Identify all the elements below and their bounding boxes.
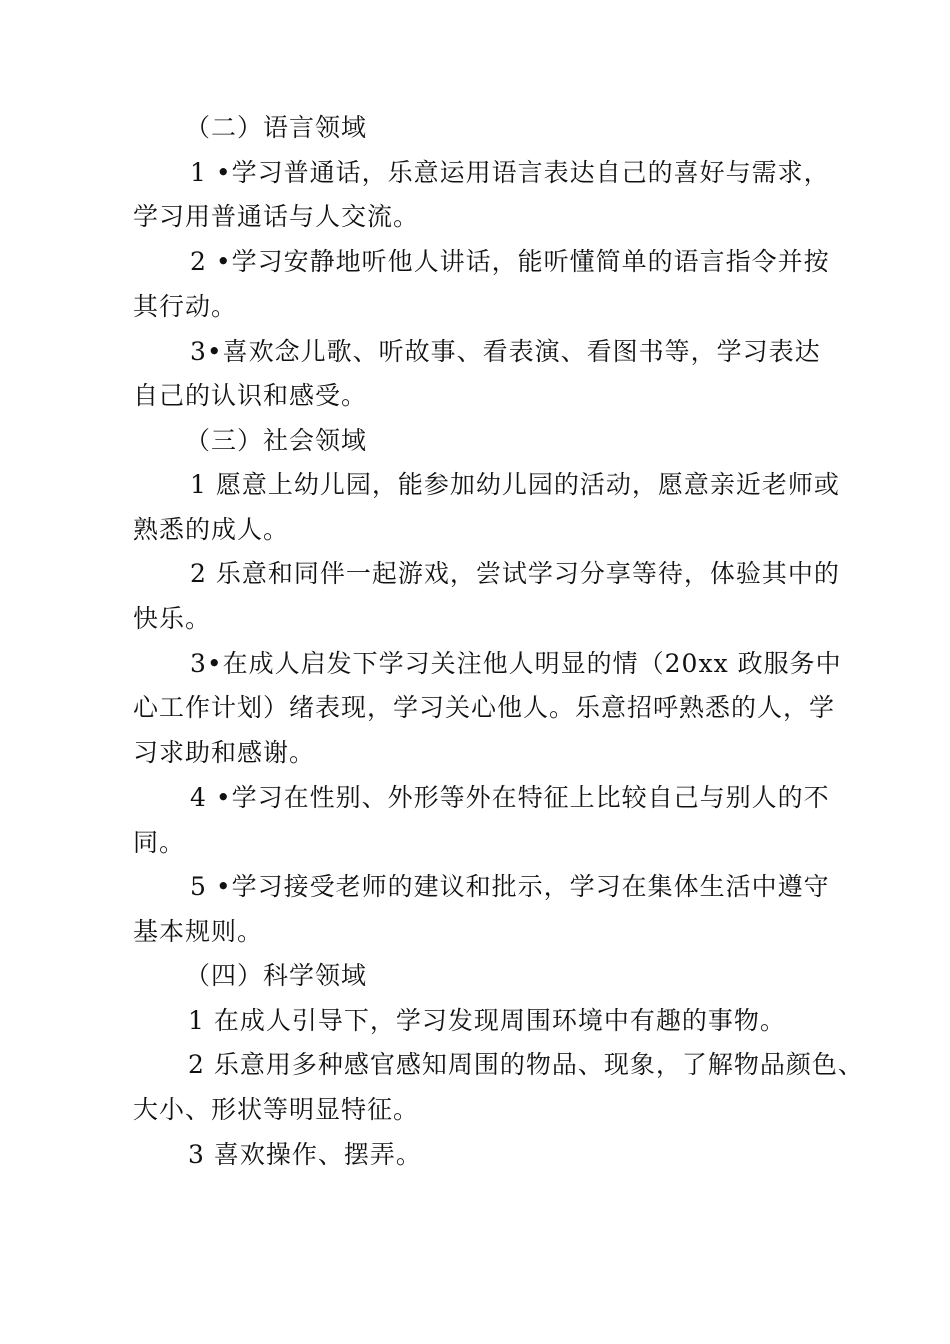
paragraph-line: 2 乐意和同伴一起游戏，尝试学习分享等待，体验其中的	[190, 559, 840, 588]
paragraph-line: 习求助和感谢。	[133, 738, 316, 767]
paragraph-line: 基本规则。	[133, 917, 264, 946]
paragraph-line: 其行动。	[133, 292, 238, 321]
paragraph-line: 熟悉的成人。	[133, 515, 290, 544]
section-heading-language: （二）语言领域	[185, 113, 368, 142]
paragraph-line: 3•喜欢念儿歌、听故事、看表演、看图书等，学习表达	[190, 337, 821, 366]
paragraph-line: 心工作计划）绪表现，学习关心他人。乐意招呼熟悉的人，学	[133, 693, 836, 722]
paragraph-line: 自己的认识和感受。	[133, 381, 368, 410]
paragraph-line: 5 •学习接受老师的建议和批示，学习在集体生活中遵守	[190, 872, 830, 901]
paragraph-line: 2 乐意用多种感官感知周围的物品、现象，了解物品颜色、	[188, 1050, 864, 1079]
paragraph-line: 大小、形状等明显特征。	[133, 1095, 420, 1124]
paragraph-line: 1 •学习普通话，乐意运用语言表达自己的喜好与需求，	[190, 158, 830, 187]
paragraph-line: 同。	[133, 828, 186, 857]
paragraph-line: 学习用普通话与人交流。	[133, 202, 420, 231]
paragraph-line: 快乐。	[133, 604, 212, 633]
paragraph-line: 3 喜欢操作、摆弄。	[188, 1140, 422, 1169]
paragraph-line: 4 •学习在性别、外形等外在特征上比较自己与别人的不	[190, 783, 830, 812]
paragraph-line: 2 •学习安静地听他人讲话，能听懂简单的语言指令并按	[190, 247, 830, 276]
section-heading-science: （四）科学领域	[185, 961, 368, 990]
section-heading-social: （三）社会领域	[185, 426, 368, 455]
paragraph-line: 1 在成人引导下，学习发现周围环境中有趣的事物。	[188, 1006, 786, 1035]
paragraph-line: 1 愿意上幼儿园，能参加幼儿园的活动，愿意亲近老师或	[190, 470, 840, 499]
paragraph-line: 3•在成人启发下学习关注他人明显的情（20xx 政服务中	[190, 649, 842, 678]
